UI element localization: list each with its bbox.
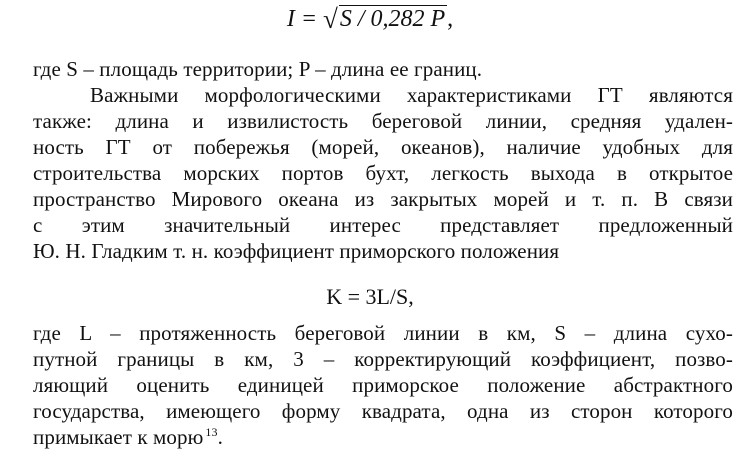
formula-lhs: I =: [286, 6, 324, 32]
explanation-line-2: путной границы в км, 3 – корректирующий коэффициент, позво-: [33, 347, 733, 371]
explanation-line-4: государства, имеющего форму квадрата, одна из сторон которого: [33, 399, 733, 423]
paragraph-line-1: Важными морфологическими характеристиками ГТ являются: [90, 83, 733, 107]
explanation-line-3: ляющий оценить единицей приморское положение абстрактного: [33, 373, 733, 397]
paragraph-line-6: с этим значительный интерес представляет предложенный: [33, 213, 733, 237]
paragraph-line-3: ность ГТ от побережья (морей, океанов), наличие удобных для: [33, 135, 733, 159]
footnote-reference[interactable]: 13: [205, 425, 218, 439]
paragraph-line-4: строительства морских портов бухт, легкость выхода в открытое: [33, 161, 733, 185]
paragraph-line-5: пространство Мирового океана из закрытых морей и т. п. В связи: [33, 187, 733, 211]
definition-line: где S – площадь территории; P – длина ее границ.: [33, 57, 483, 81]
explanation-line-5: [33, 424, 733, 450]
square-root: [323, 2, 447, 34]
paragraph-line-2: также: длина и извилистость береговой линии, средняя удален-: [33, 109, 733, 133]
formula-coastal-coefficient: K = 3L/S,: [326, 284, 414, 309]
paragraph-line-7: Ю. Н. Гладким т. н. коэффициент приморского положения: [33, 239, 560, 263]
radical-sign: √: [323, 4, 338, 34]
explanation-line-5-text: примыкает к морю: [33, 425, 204, 449]
explanation-line-1: где L – протяженность береговой линии в км, S – длина сухо-: [33, 321, 733, 345]
sentence-end: .: [217, 425, 223, 449]
formula-radicand: S / 0,282 P: [339, 6, 446, 32]
formula-trailing-comma: ,: [447, 6, 454, 32]
formula-compactness: [0, 2, 740, 34]
